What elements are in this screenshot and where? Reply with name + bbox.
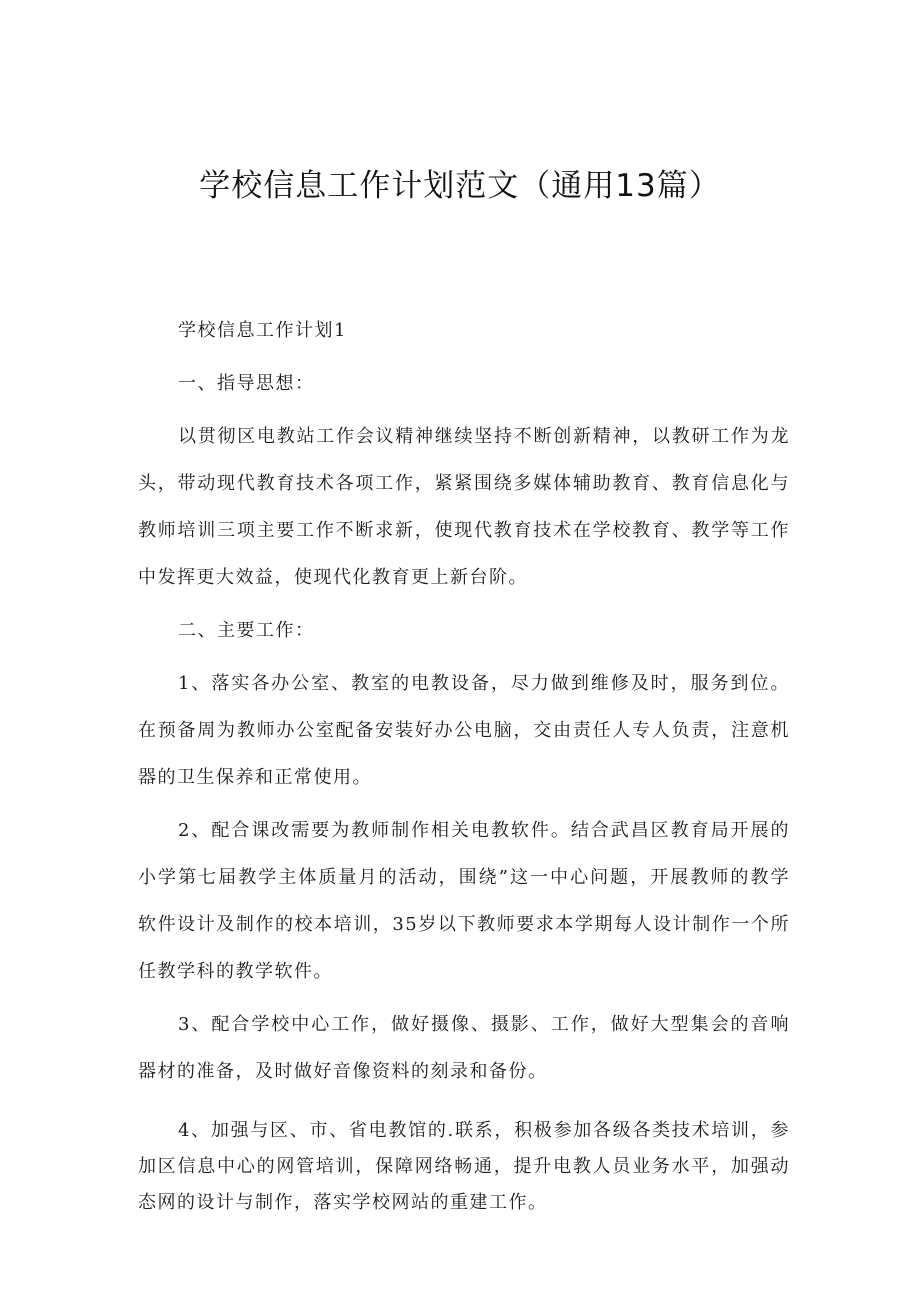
document-title: 学校信息工作计划范文（通用13篇） <box>199 168 721 204</box>
body-paragraph: 以贯彻区电教站工作会议精神继续坚持不断创新精神，以教研工作为龙头，带动现代教育技术各项工作，紧紧围绕多媒体辅助教育、教育信息化与教师培训三项主要工作不断求新，使现代教育技术在学校教育、教学等工作中发挥更大效益，使现代化教育更上新台阶。 <box>138 426 790 588</box>
document-body <box>138 307 790 1221</box>
section-heading: 学校信息工作计划1 <box>178 320 347 341</box>
body-paragraph: 4、加强与区、市、省电教馆的.联系，积极参加各级各类技术培训，参加区信息中心的网管培训，保障网络畅通，提升电教人员业务水平，加强动态网的设计与制作，落实学校网站的重建工作。 <box>138 1120 790 1213</box>
subsection-heading: 二、主要工作： <box>178 620 315 641</box>
body-paragraph: 3、配合学校中心工作，做好摄像、摄影、工作，做好大型集会的音响器材的准备，及时做好音像资料的刻录和备份。 <box>138 1014 790 1082</box>
body-paragraph: 1、落实各办公室、教室的电教设备，尽力做到维修及时，服务到位。在预备周为教师办公室配备安装好办公电脑，交由责任人专人负责，注意机器的卫生保养和正常使用。 <box>138 673 790 788</box>
body-paragraph: 2、配合课改需要为教师制作相关电教软件。结合武昌区教育局开展的小学第七届教学主体质量月的活动，围绕”这一中心问题，开展教师的教学软件设计及制作的校本培训，35岁以下教师要求本学期每人设计制作一个所任教学科的教学软件。 <box>138 820 790 982</box>
subsection-heading: 一、指导思想： <box>178 373 315 394</box>
